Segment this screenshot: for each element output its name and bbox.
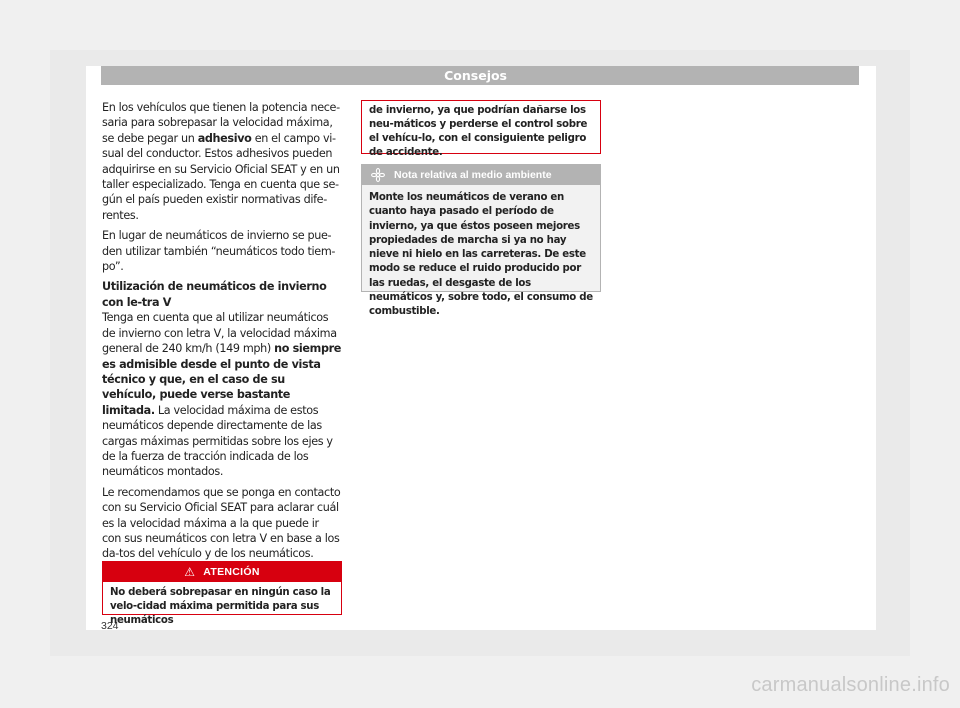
paragraph-sticker: En los vehículos que tienen la potencia nece-saria para sobrepasar la velocidad máxima, se debe pegar un adhesivo en el campo vi-sual del conductor. Estos adhesivos pueden adquirirse en su Servicio Oficial SEAT y en un taller especializado. Tenga en cuenta que se-gún el país pueden existir normativas dife-rentes. bbox=[102, 101, 340, 222]
warning-continued-box bbox=[361, 100, 601, 158]
paragraph-contact: Le recomendamos que se ponga en contacto con su Servicio Oficial SEAT para aclarar cuál es la velocidad máxima a la que puede ir con sus neumáticos con letra V en base a los da-tos del vehículo y de los neumáticos. bbox=[102, 485, 341, 561]
bold-term-adhesivo: adhesivo bbox=[197, 131, 252, 145]
section-title: Consejos bbox=[444, 68, 507, 83]
environment-note-box bbox=[361, 164, 601, 318]
warning-label: ATENCIÓN bbox=[203, 565, 260, 578]
paragraph-all-season: En lugar de neumáticos de invierno se pue-den utilizar también “neumáticos todo tiem-po”. bbox=[102, 229, 336, 274]
subheading-v-tyres: Utilización de neumáticos de invierno con le-tra V bbox=[102, 280, 327, 309]
environment-note-header bbox=[362, 165, 600, 185]
environment-flower-icon bbox=[371, 168, 385, 182]
warning-continued-text: de invierno, ya que podrían dañarse los neu-máticos y perderse el control sobre el vehícu-lo, con el consiguiente peligro de accidente. bbox=[369, 105, 588, 158]
warning-text: No deberá sobrepasar en ningún caso la velo-cidad máxima permitida para sus neumáticos bbox=[110, 587, 331, 626]
text-column-left bbox=[102, 100, 341, 567]
paragraph-v-speed: Tenga en cuenta que al utilizar neumáticos de invierno con letra V, la velocidad máxima general de 240 km/h (149 mph) no siempre es admisible desde el punto de vista técnico y que, en el caso de su vehículo, puede verse bastante limitada. La velocidad máxima de estos neumáticos depende directamente de las cargas máximas permitidas sobre los ejes y de la fuerza de tracción indicada de los neumáticos montados. bbox=[102, 311, 342, 479]
watermark-text: carmanualsonline.info bbox=[751, 674, 950, 696]
environment-note-text: Monte los neumáticos de verano en cuanto haya pasado el período de invierno, ya que éstos poseen mejores propiedades de marcha si ya no hay nieve ni hielo en las carreteras. De este modo se reduce el ruido producido por las ruedas, el desgaste de los neumáticos y, sobre todo, el consumo de combustible. bbox=[369, 192, 593, 318]
bold-warning-text: no siempre es admisible desde el punto de vista técnico y que, en el caso de su vehículo, puede verse bastante limitada. bbox=[102, 342, 342, 417]
page-number: 324 bbox=[101, 620, 119, 632]
warning-box bbox=[102, 561, 342, 626]
warning-triangle-icon: ⚠ bbox=[184, 564, 196, 579]
section-header-bar bbox=[101, 66, 859, 85]
environment-note-label: Nota relativa al medio ambiente bbox=[394, 169, 552, 181]
warning-header bbox=[103, 561, 341, 582]
